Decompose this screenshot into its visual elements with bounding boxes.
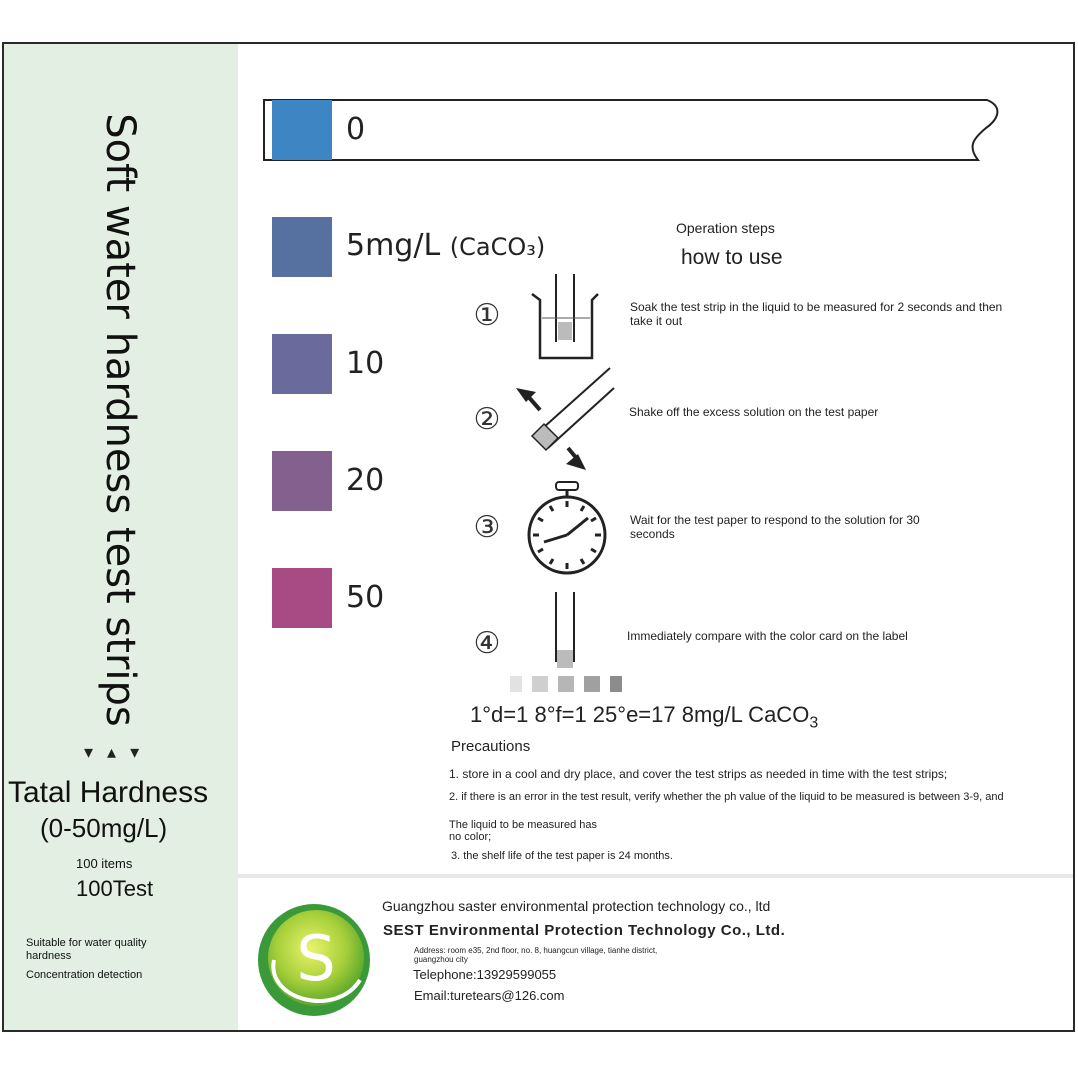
test-strip-illustration	[262, 96, 1002, 166]
company-telephone: Telephone:13929599055	[413, 967, 557, 982]
precaution-1: 1. store in a cool and dry place, and cover the test strips as needed in time with the test strips;	[449, 767, 948, 781]
color-swatch-0	[272, 100, 332, 160]
step-text-1: Soak the test strip in the liquid to be measured for 2 seconds and then take it out	[630, 300, 1003, 328]
operation-steps-title: Operation steps	[676, 220, 775, 236]
concentration-note: Concentration detection	[26, 969, 143, 981]
company-email: Email:turetears@126.com	[414, 988, 565, 1003]
how-to-use-subtitle: how to use	[681, 246, 783, 269]
level-label-0: 0	[346, 112, 366, 147]
company-address: Address: room e35, 2nd floor, no. 8, huangcun village, tianhe district, guangzhou city	[414, 946, 658, 964]
logo-letter: S	[296, 922, 336, 995]
suitable-note: Suitable for water quality hardness	[26, 937, 147, 962]
beaker-icon	[530, 272, 600, 364]
level-unit-5: (CaCO₃)	[449, 233, 546, 261]
company-name-full: Guangzhou saster environmental protection technology co., ltd	[382, 898, 771, 914]
step-text-4: Immediately compare with the color card on the label	[627, 629, 908, 643]
shake-strip-icon	[514, 366, 624, 476]
stopwatch-icon	[522, 478, 612, 578]
decorative-dots: ▾▴▾	[84, 742, 154, 762]
divider	[238, 874, 1073, 878]
test-count: 100Test	[76, 876, 154, 901]
step-number-4: ④	[473, 626, 501, 661]
step-text-2: Shake off the excess solution on the test paper	[629, 405, 879, 419]
formula-subscript: 3	[809, 714, 819, 732]
step-number-3: ③	[473, 510, 501, 545]
precaution-2: 2. if there is an error in the test result, verify whether the ph value of the liquid to be measured is between 3-9, and	[449, 791, 1004, 803]
precaution-3: 3. the shelf life of the test paper is 24 months.	[451, 850, 673, 862]
color-swatch-20	[272, 451, 332, 511]
formula-text: 1°d=1 8°f=1 25°e=17 8mg/L CaCO	[470, 702, 810, 727]
hardness-conversion-formula	[470, 702, 818, 732]
precautions-title: Precautions	[451, 738, 531, 755]
level-value-5: 5mg/L	[346, 228, 441, 263]
step-number-2: ②	[473, 402, 501, 437]
items-count: 100 items	[76, 856, 133, 871]
level-label-5	[346, 228, 545, 263]
step-number-1: ①	[473, 298, 501, 333]
level-label-50: 50	[346, 580, 385, 615]
color-swatch-50	[272, 568, 332, 628]
step-text-3: Wait for the test paper to respond to the solution for 30 seconds	[630, 513, 920, 541]
company-name: SEST Environmental Protection Technology Co., Ltd.	[383, 922, 786, 939]
gray-scale-card-icon	[508, 676, 628, 694]
hardness-range: (0-50mg/L)	[40, 813, 168, 843]
compare-strip-icon	[550, 592, 580, 672]
company-logo-icon	[256, 900, 374, 1018]
level-label-20: 20	[346, 463, 385, 498]
precaution-2-continued: The liquid to be measured has no color;	[449, 819, 597, 843]
color-swatch-10	[272, 334, 332, 394]
total-hardness-heading: Tatal Hardness	[8, 776, 209, 809]
level-label-10: 10	[346, 346, 385, 381]
color-swatch-5	[272, 217, 332, 277]
